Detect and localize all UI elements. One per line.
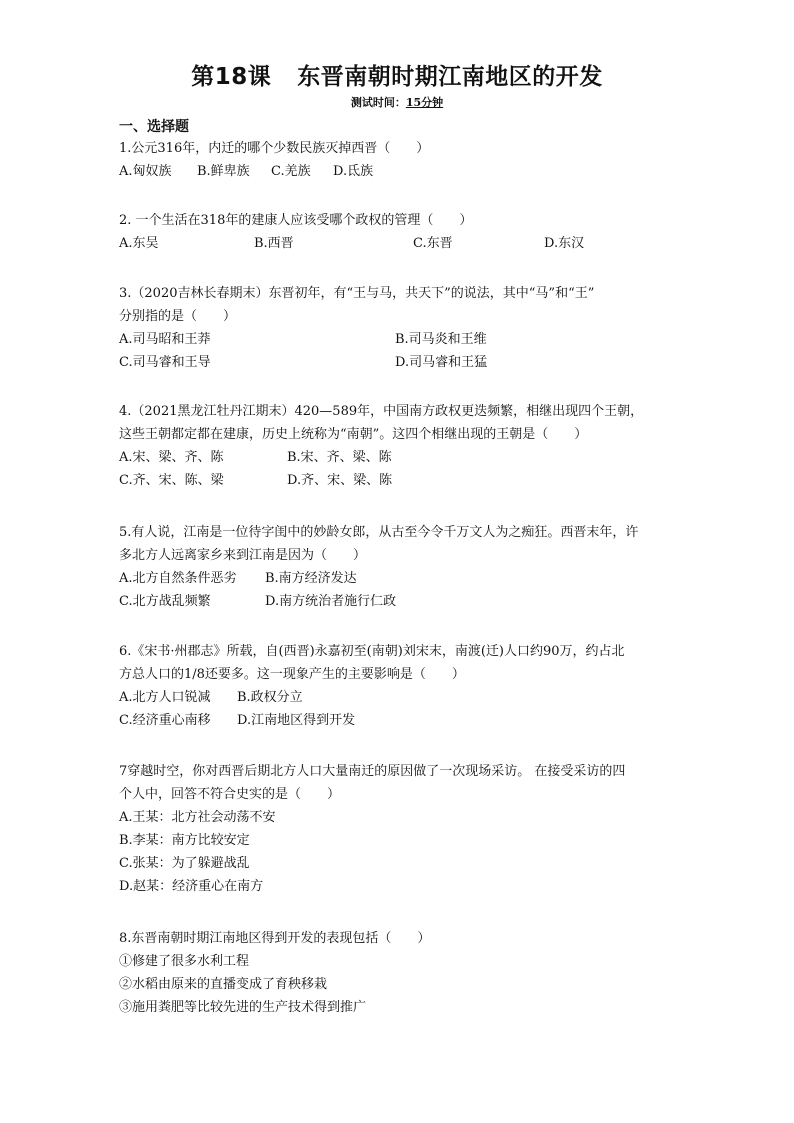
option-a: A.王某：北方社会动荡不安 [119,810,276,825]
option-row [119,567,679,590]
statement-1: ①修建了很多水利工程 [119,954,250,969]
question-stem: 5.有人说，江南是一位待字闺中的妙龄女郎，从古至今令千万文人为之痴狂。西晋末年，许 [119,525,639,540]
option-b: B.西晋 [254,236,294,251]
option-b: B.宋、齐、梁、陈 [287,450,392,465]
option-b: B.政权分立 [237,690,303,705]
option-a: A.北方人口锐减 [119,690,211,705]
question-stem: 方总人口的1/8还要多。这一现象产生的主要影响是（ ） [119,667,465,682]
question-stem: 4.（2021黑龙江牡丹江期末）420—589年，中国南方政权更迭频繁，相继出现四个王朝， [119,404,644,419]
question-stem: 多北方人远离家乡来到江南是因为（ ） [119,548,367,563]
option-row [119,709,679,732]
question-stem: 3.（2020吉林长春期末）东晋初年，有“王与马，共天下”的说法，其中“马”和“王” [119,286,595,301]
option-a: A.北方自然条件恶劣 [119,571,237,586]
option-c: C.北方战乱频繁 [119,594,211,609]
question-4 [119,400,679,492]
option-a: A.匈奴族 [119,164,172,179]
option-b: B.李某：南方比较安定 [119,833,250,848]
test-time-label: 测试时间： [350,96,406,109]
option-c: C.经济重心南移 [119,713,211,728]
question-3 [119,282,679,374]
question-5 [119,521,679,613]
question-stem: 个人中，回答不符合史实的是（ ） [119,787,341,802]
option-b: B.司马炎和王维 [395,332,487,347]
test-time [0,94,794,110]
option-d: D.氐族 [333,164,374,179]
option-d: D.司马睿和王猛 [395,355,488,370]
option-d: D.东汉 [544,236,585,251]
option-a: A.宋、梁、齐、陈 [119,450,224,465]
question-stem: 8.东晋南朝时期江南地区得到开发的表现包括（ ） [119,931,431,946]
lesson-topic: 东晋南朝时期江南地区的开发 [297,64,603,90]
question-stem: 1.公元316年，内迁的哪个少数民族灭掉西晋（ ） [119,141,430,156]
option-d: D.江南地区得到开发 [237,713,356,728]
option-c: C.司马睿和王导 [119,355,211,370]
option-d: D.南方统治者施行仁政 [265,594,397,609]
option-row [119,328,679,351]
option-c: C.羌族 [271,164,311,179]
question-7 [119,760,679,898]
page-title [0,58,794,91]
option-row [119,469,679,492]
option-d: D.赵某：经济重心在南方 [119,879,264,894]
question-stem: 这些王朝都定都在建康，历史上统称为“南朝”。这四个相继出现的王朝是（ ） [119,427,588,442]
option-b: B.南方经济发达 [265,571,357,586]
question-stem: 分别指的是（ ） [119,309,237,324]
question-1 [119,137,679,183]
option-row [119,686,679,709]
option-c: C.东晋 [413,236,453,251]
test-time-value: 15分钟 [405,96,444,109]
option-row [119,590,679,613]
lesson-number: 第18课 [191,64,272,90]
option-row [119,446,679,469]
section-heading: 一、选择题 [119,119,189,135]
statement-2: ②水稻由原来的直播变成了育秧移栽 [119,977,328,992]
option-row [119,160,679,183]
option-c: C.齐、宋、陈、梁 [119,473,224,488]
question-stem: 7穿越时空，你对西晋后期北方人口大量南迁的原因做了一次现场采访。 在接受采访的四 [119,764,626,779]
question-2 [119,209,679,255]
question-8 [119,927,679,1019]
option-row [119,351,679,374]
option-b: B.鲜卑族 [197,164,250,179]
option-d: D.齐、宋、梁、陈 [287,473,393,488]
question-6 [119,640,679,732]
option-a: A.东吴 [119,236,159,251]
option-c: C.张某：为了躲避战乱 [119,856,250,871]
question-stem: 6.《宋书·州郡志》所载，自(西晋)永嘉初至(南朝)刘宋末，南渡(迁)人口约90万，约占北 [119,644,625,659]
option-a: A.司马昭和王莽 [119,332,211,347]
statement-3: ③施用粪肥等比较先进的生产技术得到推广 [119,1000,367,1015]
question-stem: 2. 一个生活在318年的建康人应该受哪个政权的管理（ ） [119,213,473,228]
option-row [119,232,679,255]
